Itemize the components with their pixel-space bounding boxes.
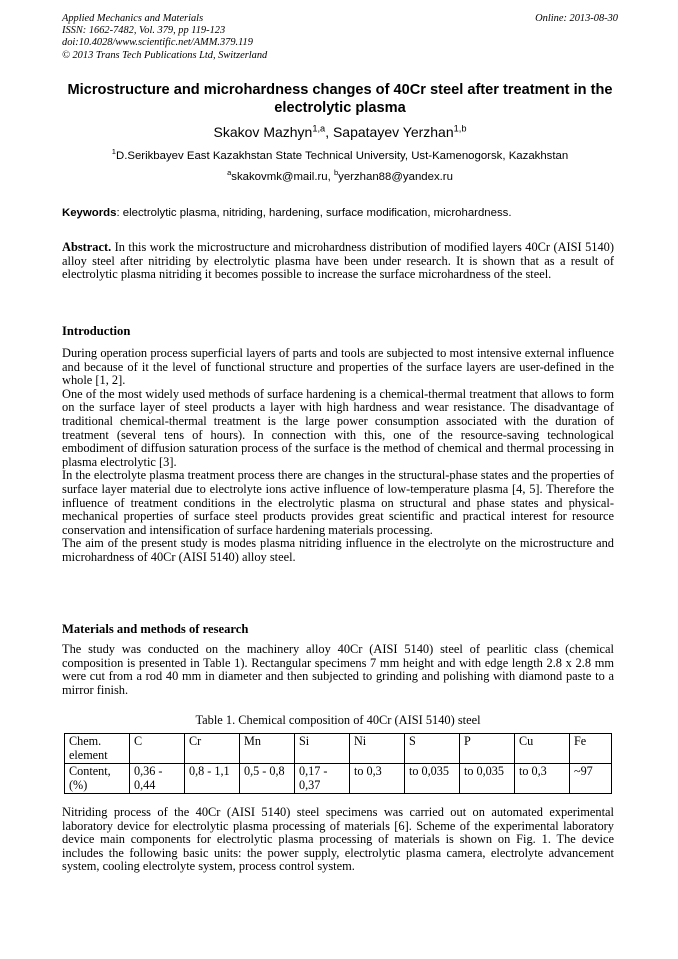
table-cell: 0,17 - 0,37 [295, 764, 350, 794]
journal-name: Applied Mechanics and Materials [62, 13, 204, 24]
doi-line: doi:10.4028/www.scientific.net/AMM.379.119 [62, 37, 253, 49]
abstract-text: In this work the microstructure and microhardness distribution of modified layers 40Cr (AISI 5140) alloy steel after nitriding by electrolytic plasma have been under research. It is shown that as a result of electrolytic plasma nitriding it becomes possible to increase the surface microhardness of the steel. [62, 240, 614, 282]
abstract [62, 241, 614, 282]
table-cell: P [460, 734, 515, 764]
intro-paragraph-4: The aim of the present study is modes plasma nitriding influence in the electrolyte on the microstructure and microhardness of 40Cr (AISI 5140) alloy steel. [62, 536, 614, 564]
email-b-sup: b [333, 168, 339, 178]
author-2-sup: 1,b [453, 123, 467, 134]
materials-paragraph-2: Nitriding process of the 40Cr (AISI 5140) steel specimens was carried out on automated experimental laboratory device for electrolytic plasma processing of materials [6]. Scheme of the experimental laboratory device main components for electrolytic plasma processing of materials is shown on Fig. 1. The device includes the following basic units: the power supply, electrolytic plasma camera, electrolyte advancement system, cooling electrolyte system, process control system. [62, 805, 614, 874]
introduction-heading: Introduction [62, 324, 131, 338]
keywords-text: : electrolytic plasma, nitriding, hardening, surface modification, microhardness. [116, 207, 512, 219]
table-cell: to 0,3 [350, 764, 405, 794]
author-1-sup: 1,a [312, 123, 326, 134]
author-2: Sapatayev Yerzhan [332, 124, 454, 140]
affiliation [62, 149, 618, 163]
table-cell: ~97 [570, 764, 612, 794]
table-cell: 0,8 - 1,1 [185, 764, 240, 794]
abstract-label: Abstract. [62, 240, 112, 254]
table-cell: Fe [570, 734, 612, 764]
intro-paragraph-1: During operation process superficial layers of parts and tools are subjected to most intensive external influence and because of it the level of functional structure and properties of the surface layers are user-defined in the whole [1, 2]. [62, 346, 614, 388]
journal-header [62, 13, 618, 62]
table-cell: Ni [350, 734, 405, 764]
email-b: yerzhan88@yandex.ru [338, 171, 453, 183]
table-cell: Mn [240, 734, 295, 764]
author-separator: , [325, 124, 333, 140]
table-cell: to 0,035 [460, 764, 515, 794]
email-line [62, 170, 618, 184]
author-line [62, 124, 618, 141]
author-1: Skakov Mazhyn [213, 124, 313, 140]
table-caption: Table 1. Chemical composition of 40Cr (AISI 5140) steel [195, 713, 481, 727]
materials-paragraph-1: The study was conducted on the machinery alloy 40Cr (AISI 5140) steel of pearlitic class (chemical composition is presented in Table 1). Rectangular specimens 7 mm height and with edge length 2.8 x 2.8 mm were cut from a rod 40 mm in diameter and then subjected to grinding and polishing with diamond paste to a mirror finish. [62, 642, 614, 697]
paper-title: Microstructure and microhardness changes of 40Cr steel after treatment in the electrolytic plasma [67, 82, 613, 116]
affiliation-sup: 1 [111, 147, 116, 157]
issn-line: ISSN: 1662-7482, Vol. 379, pp 119-123 [62, 25, 226, 37]
introduction-body [62, 347, 614, 565]
email-a-sup: a [227, 168, 232, 178]
table-cell: Cu [515, 734, 570, 764]
affiliation-text: D.Serikbayev East Kazakhstan State Technical University, Ust-Kamenogorsk, Kazakhstan [115, 150, 569, 162]
table-cell: Si [295, 734, 350, 764]
table-cell: Cr [185, 734, 240, 764]
table-cell: to 0,035 [405, 764, 460, 794]
intro-paragraph-3: In the electrolyte plasma treatment process there are changes in the structural-phase states and the properties of surface layer material due to electrolyte ions active influence of low-temperature plasma [4, 5]. Therefore the influence of treatment conditions in the electrolytic plasma on structural and phase states and physical-mechanical properties of surface steel products provides great scientific and practical interest for resource conservation and intensification of surface hardening materials processing. [62, 468, 614, 537]
table-cell: Chem. element [65, 734, 130, 764]
table-cell: 0,5 - 0,8 [240, 764, 295, 794]
keywords [62, 206, 618, 220]
table-cell: Content, (%) [65, 764, 130, 794]
chemical-composition-table [64, 733, 612, 794]
table-header-row [65, 734, 612, 764]
table-cell: C [130, 734, 185, 764]
table-cell: to 0,3 [515, 764, 570, 794]
materials-heading: Materials and methods of research [62, 622, 249, 636]
copyright-line: © 2013 Trans Tech Publications Ltd, Switzerland [62, 49, 268, 61]
email-a: skakovmk@mail.ru, [231, 171, 334, 183]
online-date: Online: 2013-08-30 [535, 13, 618, 24]
table-content-row [65, 764, 612, 794]
table-cell: S [405, 734, 460, 764]
keywords-label: Keywords [62, 207, 117, 219]
table-cell: 0,36 - 0,44 [130, 764, 185, 794]
intro-paragraph-2: One of the most widely used methods of surface hardening is a chemical-thermal treatment that allows to form on the surface layer of steel products a layer with high hardness and wear resistance. The disadvantage of traditional chemical-thermal treatment is the large power consumption associated with the duration of treatment (several tens of hours). In connection with this, one of the resource-saving technological embodiment of diffusion saturation process of the surface is the method of chemical and thermal processing in plasma electrolytic [3]. [62, 386, 614, 469]
